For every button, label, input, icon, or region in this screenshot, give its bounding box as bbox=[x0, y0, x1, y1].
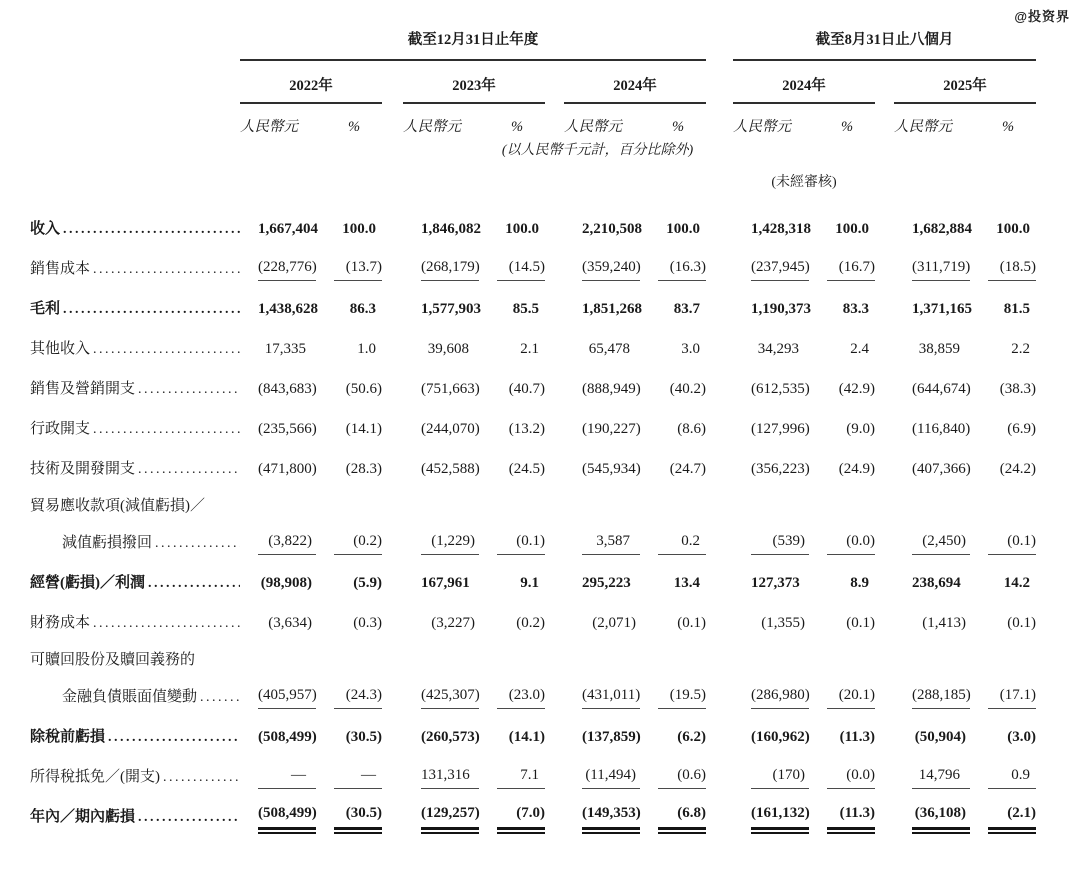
dot-leader bbox=[155, 534, 240, 553]
value-cell: (14.1) bbox=[508, 728, 545, 745]
year-column-header: 2022年 bbox=[240, 77, 382, 104]
value-cell: (751,663) bbox=[421, 380, 480, 397]
value-cell: 65,478 bbox=[588, 340, 630, 357]
value-cell: (38.3) bbox=[999, 380, 1036, 397]
value-cell: 83.7 bbox=[673, 300, 700, 317]
value-cell: (11,494) bbox=[564, 766, 650, 789]
table-row bbox=[30, 603, 1036, 643]
value-cell: 127,373 bbox=[751, 574, 800, 591]
value-cell: 1,577,903 bbox=[421, 300, 481, 317]
value-cell: 0.9 bbox=[980, 766, 1036, 789]
value-cell: (0.3) bbox=[353, 614, 382, 631]
value-cell: (405,957) bbox=[240, 686, 326, 709]
value-cell: 131,316 bbox=[403, 766, 489, 789]
value-cell: 100.0 bbox=[666, 220, 700, 237]
table-row bbox=[30, 329, 1036, 369]
value-cell: (0.0) bbox=[819, 766, 875, 789]
value-cell: (13.2) bbox=[508, 420, 545, 437]
value-cell: 34,293 bbox=[757, 340, 799, 357]
value-cell: (36,108) bbox=[894, 804, 980, 830]
value-cell: (3.0) bbox=[1007, 728, 1036, 745]
value-cell: (888,949) bbox=[582, 380, 641, 397]
year-column-header: 2024年 bbox=[733, 77, 875, 104]
table-header-units-note-row bbox=[30, 142, 1036, 160]
dot-leader bbox=[138, 460, 240, 479]
value-cell: (11.3) bbox=[819, 804, 875, 830]
value-cell: (129,257) bbox=[403, 804, 489, 830]
value-cell: 2.1 bbox=[520, 340, 539, 357]
value-cell: (228,776) bbox=[240, 258, 326, 281]
financial-table bbox=[30, 30, 1036, 837]
value-cell: (98,908) bbox=[260, 574, 312, 591]
value-cell: 1,371,165 bbox=[912, 300, 972, 317]
row-label: 行政開支 ..... bbox=[30, 420, 240, 439]
value-cell: 13.4 bbox=[673, 574, 700, 591]
row-label: 其他收入 ..... bbox=[30, 340, 240, 359]
table-row bbox=[30, 563, 1036, 603]
table-row bbox=[30, 249, 1036, 289]
value-cell: 100.0 bbox=[342, 220, 376, 237]
value-cell: (24.2) bbox=[999, 460, 1036, 477]
value-cell: 14.2 bbox=[1003, 574, 1030, 591]
value-cell: 1.0 bbox=[357, 340, 376, 357]
table-row bbox=[30, 677, 1036, 717]
watermark: @投资界 bbox=[1014, 9, 1070, 24]
row-label: 收入 ..... bbox=[30, 220, 240, 239]
row-label: 除稅前虧損 ..... bbox=[30, 728, 240, 747]
row-label: 毛利 ..... bbox=[30, 300, 240, 319]
dot-leader bbox=[138, 808, 240, 827]
value-cell: (5.9) bbox=[353, 574, 382, 591]
dot-leader bbox=[200, 688, 240, 707]
value-cell: (3,822) bbox=[240, 532, 326, 555]
currency-column-header: 人民幣元 bbox=[403, 119, 461, 135]
dot-leader bbox=[163, 768, 240, 787]
period-group-eight-months: 截至8月31日止八個月 bbox=[733, 30, 1036, 61]
value-cell: 1,438,628 bbox=[258, 300, 318, 317]
value-cell: (244,070) bbox=[421, 420, 480, 437]
value-cell: (19.5) bbox=[650, 686, 706, 709]
value-cell: (843,683) bbox=[258, 380, 317, 397]
value-cell: (237,945) bbox=[733, 258, 819, 281]
value-cell: (1,355) bbox=[761, 614, 805, 631]
value-cell: 295,223 bbox=[582, 574, 631, 591]
value-cell: (40.2) bbox=[669, 380, 706, 397]
row-label: 貿易應收款項(減值虧損)／ bbox=[30, 497, 205, 514]
currency-column-header: 人民幣元 bbox=[733, 119, 791, 135]
dot-leader bbox=[93, 614, 240, 633]
value-cell: (359,240) bbox=[564, 258, 650, 281]
value-cell: (127,996) bbox=[751, 420, 810, 437]
value-cell: (24.9) bbox=[838, 460, 875, 477]
value-cell: 7.1 bbox=[489, 766, 545, 789]
value-cell: 100.0 bbox=[505, 220, 539, 237]
value-cell: (42.9) bbox=[838, 380, 875, 397]
dot-leader bbox=[148, 574, 240, 593]
currency-column-header: 人民幣元 bbox=[564, 119, 622, 135]
table-row bbox=[30, 289, 1036, 329]
table-row-wrap-label bbox=[30, 489, 1036, 523]
value-cell: (28.3) bbox=[345, 460, 382, 477]
value-cell: (161,132) bbox=[733, 804, 819, 830]
value-cell: (14.1) bbox=[345, 420, 382, 437]
percent-column-header: % bbox=[1001, 119, 1015, 135]
value-cell: (30.5) bbox=[326, 804, 382, 830]
dot-leader bbox=[93, 420, 240, 439]
value-cell: 1,428,318 bbox=[751, 220, 811, 237]
dot-leader bbox=[138, 380, 240, 399]
value-cell: (612,535) bbox=[751, 380, 810, 397]
value-cell: (0.1) bbox=[980, 532, 1036, 555]
value-cell: (23.0) bbox=[489, 686, 545, 709]
table-header-unaudited-note-row bbox=[30, 174, 1036, 192]
value-cell: (24.5) bbox=[508, 460, 545, 477]
value-cell: 100.0 bbox=[996, 220, 1030, 237]
row-label: 減值虧損撥回 ..... bbox=[30, 534, 240, 553]
value-cell: 81.5 bbox=[1003, 300, 1030, 317]
value-cell: (0.6) bbox=[650, 766, 706, 789]
value-cell: 85.5 bbox=[512, 300, 539, 317]
value-cell: (431,011) bbox=[564, 686, 650, 709]
table-row bbox=[30, 717, 1036, 757]
value-cell: 1,851,268 bbox=[582, 300, 642, 317]
currency-column-header: 人民幣元 bbox=[894, 119, 952, 135]
value-cell: (235,566) bbox=[258, 420, 317, 437]
period-group-year-ended: 截至12月31日止年度 bbox=[240, 30, 706, 61]
value-cell: — bbox=[240, 766, 326, 789]
dot-leader bbox=[63, 300, 240, 319]
value-cell: (260,573) bbox=[421, 728, 480, 745]
value-cell: (6.8) bbox=[650, 804, 706, 830]
percent-column-header: % bbox=[347, 119, 361, 135]
percent-column-header: % bbox=[510, 119, 524, 135]
value-cell: (0.1) bbox=[1007, 614, 1036, 631]
value-cell: (452,588) bbox=[421, 460, 480, 477]
percent-column-header: % bbox=[671, 119, 685, 135]
value-cell: (50,904) bbox=[914, 728, 966, 745]
value-cell: 2.4 bbox=[850, 340, 869, 357]
value-cell: (545,934) bbox=[582, 460, 641, 477]
value-cell: (149,353) bbox=[564, 804, 650, 830]
value-cell: (0.1) bbox=[677, 614, 706, 631]
value-cell: (116,840) bbox=[912, 420, 971, 437]
value-cell: 3,587 bbox=[564, 532, 650, 555]
table-row bbox=[30, 523, 1036, 563]
value-cell: (1,413) bbox=[922, 614, 966, 631]
value-cell: 2.2 bbox=[1011, 340, 1030, 357]
value-cell: (508,499) bbox=[240, 804, 326, 830]
value-cell: (0.0) bbox=[819, 532, 875, 555]
value-cell: 83.3 bbox=[842, 300, 869, 317]
row-label: 年內／期內虧損 ..... bbox=[30, 808, 240, 827]
table-header-years bbox=[30, 77, 1036, 104]
dot-leader bbox=[108, 728, 240, 747]
value-cell: (14.5) bbox=[489, 258, 545, 281]
year-column-header: 2025年 bbox=[894, 77, 1036, 104]
value-cell: (7.0) bbox=[489, 804, 545, 830]
value-cell: (6.9) bbox=[1007, 420, 1036, 437]
value-cell: (425,307) bbox=[403, 686, 489, 709]
year-column-header: 2023年 bbox=[403, 77, 545, 104]
value-cell: (407,366) bbox=[912, 460, 971, 477]
value-cell: (20.1) bbox=[819, 686, 875, 709]
value-cell: 8.9 bbox=[850, 574, 869, 591]
value-cell: 86.3 bbox=[349, 300, 376, 317]
value-cell: (0.1) bbox=[846, 614, 875, 631]
value-cell: (311,719) bbox=[894, 258, 980, 281]
value-cell: 2,210,508 bbox=[582, 220, 642, 237]
value-cell: (2,450) bbox=[894, 532, 980, 555]
table-row bbox=[30, 209, 1036, 249]
row-label: 財務成本 ..... bbox=[30, 614, 240, 633]
value-cell: (160,962) bbox=[751, 728, 810, 745]
value-cell: (268,179) bbox=[403, 258, 489, 281]
value-cell: (16.7) bbox=[819, 258, 875, 281]
table-row bbox=[30, 449, 1036, 489]
table-row bbox=[30, 797, 1036, 837]
value-cell: (3,227) bbox=[431, 614, 475, 631]
value-cell: (18.5) bbox=[980, 258, 1036, 281]
currency-column-header: 人民幣元 bbox=[240, 119, 298, 135]
unaudited-note: (未經審核) bbox=[771, 175, 837, 190]
year-column-header: 2024年 bbox=[564, 77, 706, 104]
value-cell: (471,800) bbox=[258, 460, 317, 477]
value-cell: (288,185) bbox=[894, 686, 980, 709]
value-cell: (24.7) bbox=[669, 460, 706, 477]
value-cell: (2,071) bbox=[592, 614, 636, 631]
table-row bbox=[30, 757, 1036, 797]
units-note: (以人民幣千元計，百分比除外) bbox=[501, 143, 694, 158]
value-cell: (6.2) bbox=[677, 728, 706, 745]
value-cell: (16.3) bbox=[650, 258, 706, 281]
dot-leader bbox=[93, 260, 240, 279]
value-cell: 1,190,373 bbox=[751, 300, 811, 317]
table-header-subcolumns bbox=[30, 118, 1036, 136]
value-cell: (644,674) bbox=[912, 380, 971, 397]
table-row bbox=[30, 369, 1036, 409]
row-label: 可贖回股份及贖回義務的 bbox=[30, 651, 196, 668]
row-label: 技術及開發開支 ..... bbox=[30, 460, 240, 479]
value-cell: (137,859) bbox=[582, 728, 641, 745]
value-cell: (40.7) bbox=[508, 380, 545, 397]
value-cell: (50.6) bbox=[345, 380, 382, 397]
row-label: 銷售成本 ..... bbox=[30, 260, 240, 279]
dot-leader bbox=[93, 340, 240, 359]
row-label: 金融負債賬面值變動 ..... bbox=[30, 688, 240, 707]
value-cell: (2.1) bbox=[980, 804, 1036, 830]
value-cell: 17,335 bbox=[264, 340, 306, 357]
value-cell: (539) bbox=[733, 532, 819, 555]
table-row-wrap-label bbox=[30, 643, 1036, 677]
value-cell: 0.2 bbox=[650, 532, 706, 555]
table-body bbox=[30, 209, 1036, 837]
table-header-period-groups bbox=[30, 30, 1036, 61]
value-cell: (190,227) bbox=[582, 420, 641, 437]
value-cell: (170) bbox=[733, 766, 819, 789]
value-cell: 3.0 bbox=[681, 340, 700, 357]
value-cell: 9.1 bbox=[520, 574, 539, 591]
value-cell: (3,634) bbox=[268, 614, 312, 631]
value-cell: — bbox=[326, 766, 382, 789]
value-cell: (9.0) bbox=[846, 420, 875, 437]
dot-leader bbox=[63, 220, 240, 239]
percent-column-header: % bbox=[840, 119, 854, 135]
value-cell: 167,961 bbox=[421, 574, 470, 591]
value-cell: (0.2) bbox=[516, 614, 545, 631]
value-cell: (24.3) bbox=[326, 686, 382, 709]
value-cell: 1,846,082 bbox=[421, 220, 481, 237]
row-label: 銷售及營銷開支 ..... bbox=[30, 380, 240, 399]
row-label: 所得稅抵免／(開支) ..... bbox=[30, 768, 240, 787]
value-cell: 1,682,884 bbox=[912, 220, 972, 237]
value-cell: (0.1) bbox=[489, 532, 545, 555]
value-cell: (356,223) bbox=[751, 460, 810, 477]
value-cell: (11.3) bbox=[839, 728, 875, 745]
value-cell: (0.2) bbox=[326, 532, 382, 555]
value-cell: 238,694 bbox=[912, 574, 961, 591]
row-label: 經營(虧損)／利潤 ..... bbox=[30, 574, 240, 593]
value-cell: 14,796 bbox=[894, 766, 980, 789]
value-cell: 1,667,404 bbox=[258, 220, 318, 237]
value-cell: (508,499) bbox=[258, 728, 317, 745]
value-cell: 100.0 bbox=[835, 220, 869, 237]
value-cell: (17.1) bbox=[980, 686, 1036, 709]
value-cell: 39,608 bbox=[427, 340, 469, 357]
value-cell: (13.7) bbox=[326, 258, 382, 281]
value-cell: (8.6) bbox=[677, 420, 706, 437]
value-cell: (30.5) bbox=[345, 728, 382, 745]
table-row bbox=[30, 409, 1036, 449]
value-cell: (1,229) bbox=[403, 532, 489, 555]
value-cell: (286,980) bbox=[733, 686, 819, 709]
value-cell: 38,859 bbox=[918, 340, 960, 357]
